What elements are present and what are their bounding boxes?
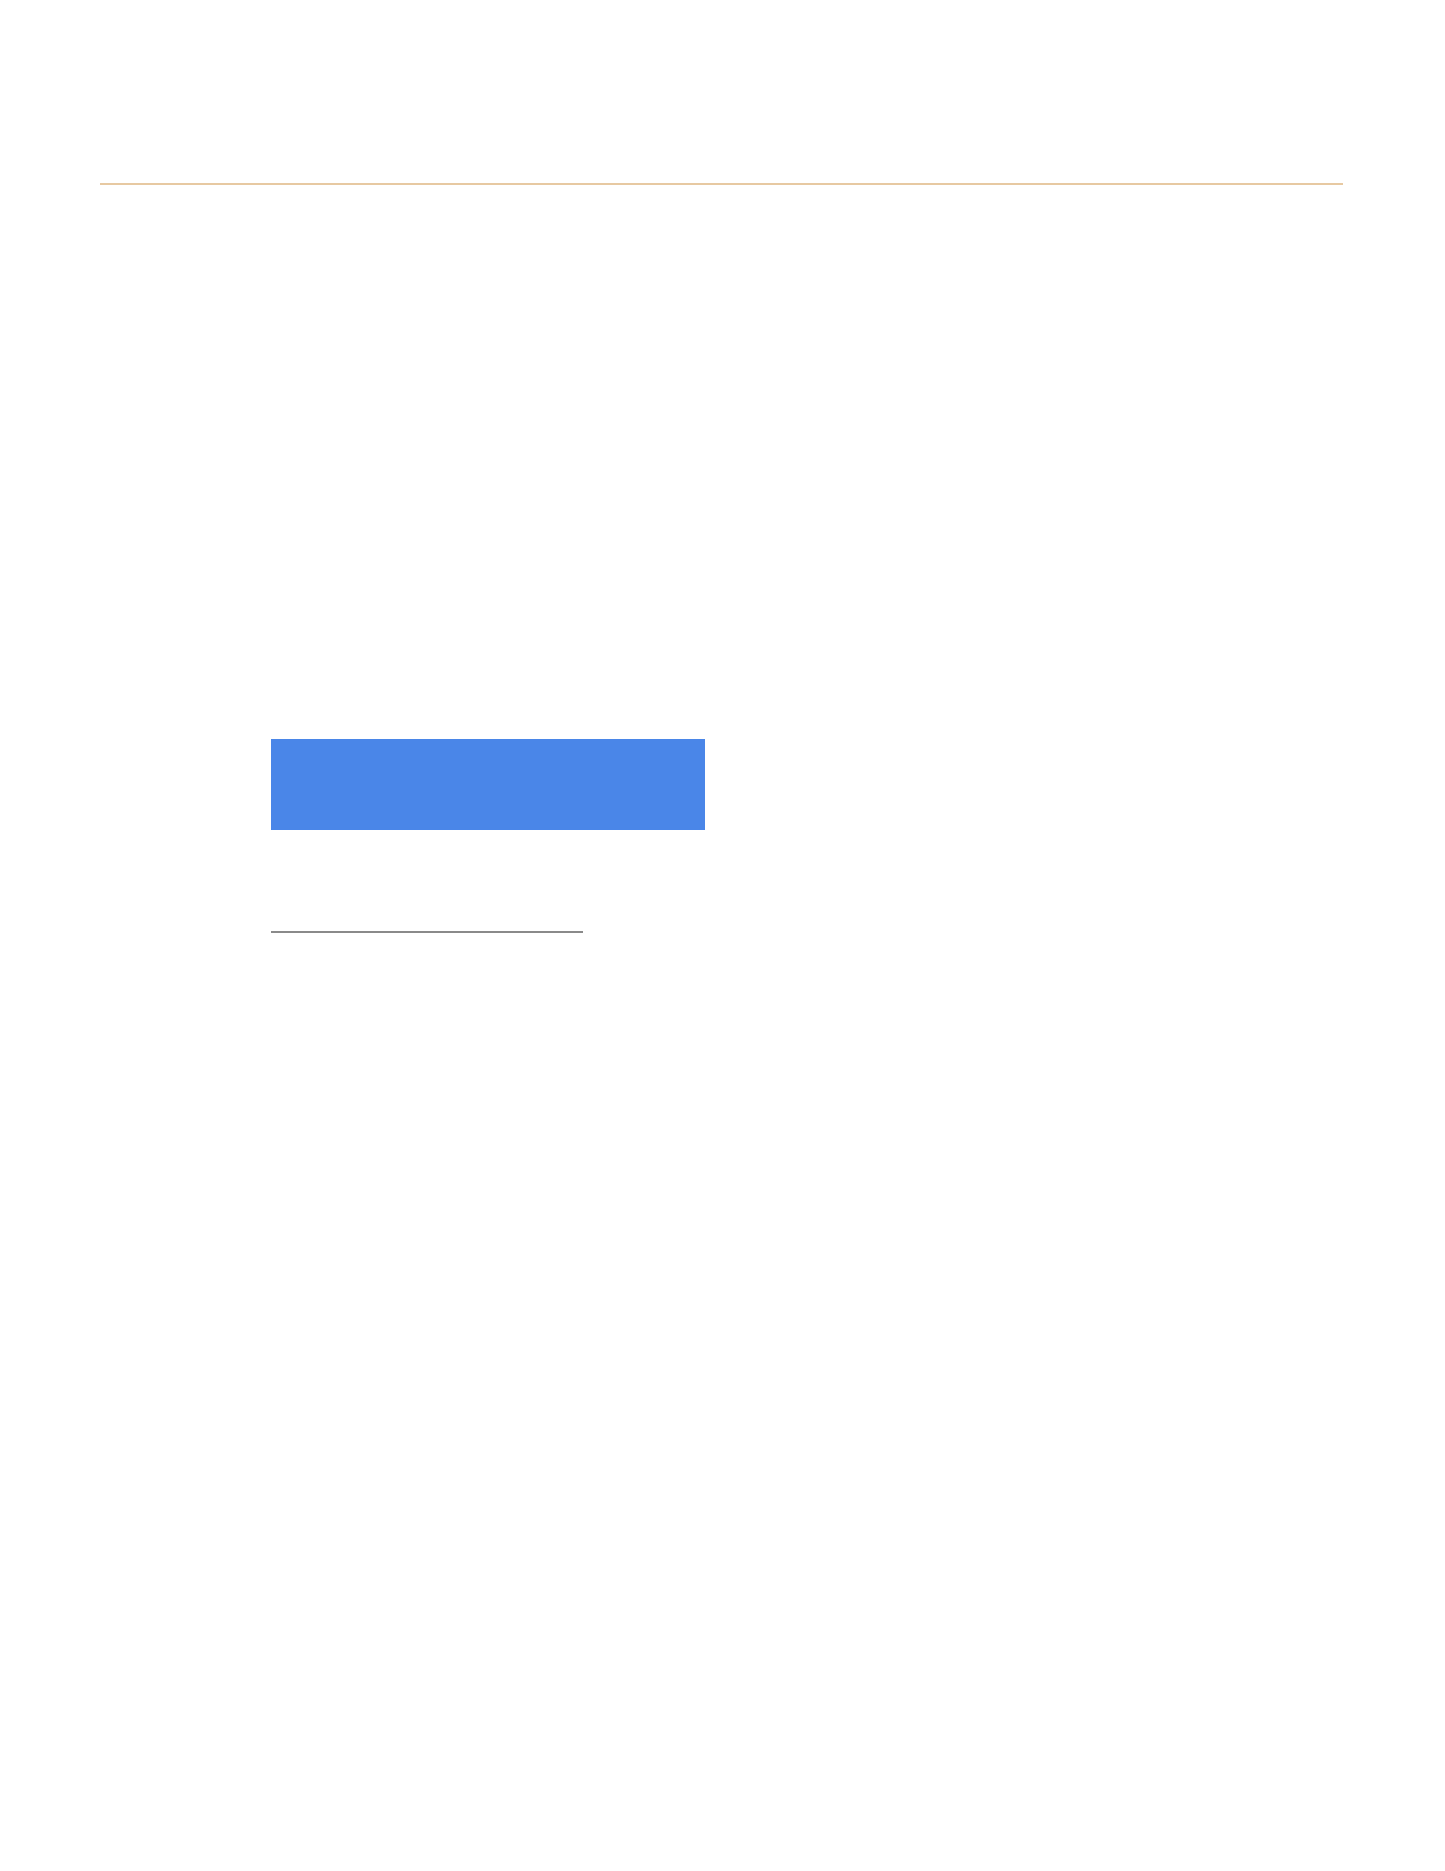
natal-wheel-chart	[476, 412, 1286, 1222]
divider-line	[100, 183, 1343, 185]
natal-chart-image	[108, 338, 1300, 1230]
